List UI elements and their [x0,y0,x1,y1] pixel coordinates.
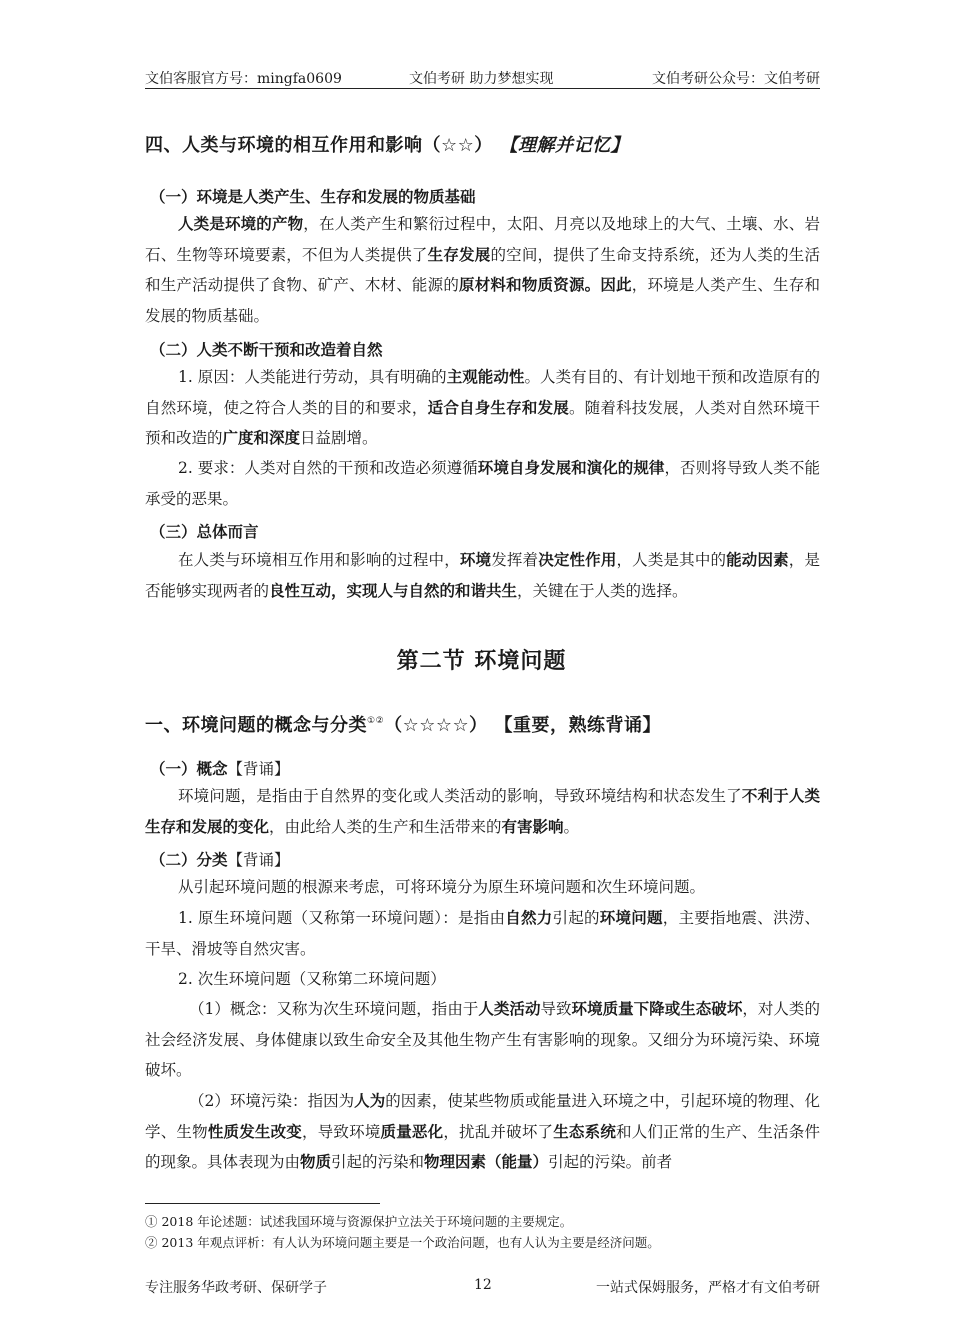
footnote-2: ② 2013 年观点评析：有人认为环境问题主要是一个政治问题，也有人认为主要是经济问题。 [145,1235,660,1250]
text-run: 和人们正常的生产、生活条件的现象。具体表现为由 [145,1122,820,1171]
bold-text: 生存发展 [427,245,491,264]
chapter-title: 第二节 环境问题 [396,649,567,674]
section1-title [145,711,661,737]
section1-title-text: 一、环境问题的概念与分类 [145,715,367,736]
bold-text: 物理因素（能量） [424,1153,549,1171]
text-run: 2. 要求：人类对自然的干预和改造必须遵循 [178,459,478,477]
section4-sub2-title: （二）人类不断干预和改造着自然 [150,341,383,359]
text-run: 的空间，提供了生命支持系统，还为人类的生活和生产活动提供了食物、矿产、木材、能源的 [145,245,820,294]
section4-title [145,131,629,157]
section1-stars: （☆☆☆☆） [384,715,488,736]
text-run: 引起的污染。前者 [548,1153,673,1171]
bold-text: 物质 [300,1153,332,1171]
section1-sub1-title [150,757,290,779]
bold-text: 环境 [459,551,492,569]
bold-text: 良性互动，实现人与自然的和谐共生 [269,581,518,600]
bold-text: 质量恶化 [380,1122,444,1141]
bold-text: 人为 [354,1092,386,1110]
text-run: 的因素，使某些物质或能量进入环境之中，引起环境的物理、化学、生物 [145,1092,820,1141]
section1-sub2-note: 【背诵】 [227,851,290,869]
text-run: ，主要指地震、洪涝、干旱、滑坡等自然灾害。 [145,909,820,958]
text-run: ，是否能够实现两者的 [145,551,820,600]
footnote-1: ① 2018 年论述题：试述我国环境与资源保护立法关于环境问题的主要规定。 [145,1214,573,1229]
text-run: 在人类与环境相互作用和影响的过程中， [178,551,460,569]
text-run: 。 [563,817,580,836]
section1-tag: 【重要，熟练背诵】 [494,715,661,736]
text-run: ，扰乱并破坏了 [443,1122,554,1141]
section1-sub1-note: 【背诵】 [227,760,290,778]
bold-text: 广度和深度 [222,429,301,447]
bold-text: 人类是环境的产物 [178,215,304,233]
footnote-divider [145,1203,380,1204]
bold-text: 性质发生改变 [207,1122,303,1141]
bold-text: 生态系统 [553,1122,617,1141]
text-run: 。随着科技发展，人类对自然环境干预和改造的 [145,398,820,447]
section1-sub2-concept [145,994,820,1086]
section1-sub2-secondary: 2. 次生环境问题（又称第二环境问题） [178,970,446,988]
footer-right: 一站式保姆服务，严格才有文伯考研 [596,1280,820,1296]
text-run: ，导致环境 [302,1122,381,1141]
bold-text: 人类活动 [478,1000,541,1018]
text-run: 。人类有目的、有计划地干预和改造原有的自然环境，使之符合人类的目的和要求， [145,368,820,417]
text-run: 发挥着 [491,551,539,569]
bold-text: 能动因素 [726,551,789,569]
section1-sub2-primary [145,903,820,964]
text-run: （1）概念：又称为次生环境问题，指由于 [189,1000,479,1018]
section4-sub2-requirement [145,453,820,514]
bold-text: 自然力 [505,909,553,927]
section1-sub2-pollution [145,1086,820,1178]
text-run: 日益剧增。 [300,429,378,447]
section1-sub1-title-text: （一）概念 [150,760,228,778]
bold-text: 原材料和物质资源。因此 [459,276,632,294]
section1-sub1-paragraph [145,781,820,842]
header-center: 文伯考研 助力梦想实现 [409,71,554,87]
text-run: 导致 [540,1000,572,1018]
text-run: ，在人类产生和繁衍过程中，太阳、月亮以及地球上的大气、土壤、水、岩石、生物等环境要素，不但为人类提供了 [145,215,820,264]
section4-sub2-reason [145,362,820,454]
bold-text: 环境质量下降或生态破坏 [571,1000,743,1018]
footer-left: 专注服务华政考研、保研学子 [145,1280,327,1296]
bold-text: 主观能动性 [446,368,525,386]
section1-sub2-intro: 从引起环境问题的根源来考虑，可将环境分为原生环境问题和次生环境问题。 [178,878,706,896]
text-run: ，否则将导致人类不能承受的恶果。 [145,459,820,508]
text-run: ，环境是人类产生、生存和发展的物质基础。 [145,276,820,325]
text-run: 引起的 [552,909,600,927]
section4-title-text: 四、人类与环境的相互作用和影响（☆☆） [145,135,493,156]
section4-tag: 【理解并记忆】 [499,135,630,156]
text-run: ，对人类的社会经济发展、身体健康以致生命安全及其他生物产生有害影响的现象。又细分为环境污染、环境破坏。 [145,1000,820,1079]
header-right: 文伯考研公众号：文伯考研 [652,71,820,87]
section4-sub3-paragraph [145,545,820,606]
text-run: 引起的污染和 [331,1153,425,1171]
bold-text: 环境自身发展和演化的规律 [477,459,665,477]
bold-text: 有害影响 [501,817,564,836]
text-run: （2）环境污染：指因为 [189,1092,355,1110]
section1-sub2-title [150,848,290,870]
footnote-refs: ①② [367,716,385,726]
bold-text: 环境问题 [599,909,663,927]
text-run: 环境问题，是指由于自然界的变化或人类活动的影响，导致环境结构和状态发生了 [178,787,742,805]
text-run: ，由此给人类的生产和生活带来的 [269,817,502,836]
section4-sub1-title: （一）环境是人类产生、生存和发展的物质基础 [150,188,476,206]
text-run: ，人类是其中的 [616,551,727,569]
bold-text: 不利于人类生存和发展的变化 [145,787,820,836]
section4-sub1-paragraph [145,209,820,331]
text-run: ，关键在于人类的选择。 [517,581,688,600]
section4-sub3-title: （三）总体而言 [150,523,259,541]
text-run: 1. 原生环境问题（又称第一环境问题）：是指由 [178,909,506,927]
bold-text: 适合自身生存和发展 [427,398,569,417]
header-left: 文伯客服官方号：mingfa0609 [145,71,342,87]
page-number: 12 [474,1277,492,1293]
bold-text: 决定性作用 [538,551,617,569]
page-header [145,66,820,89]
text-run: 1. 原因：人类能进行劳动，具有明确的 [178,368,447,386]
section1-sub2-title-text: （二）分类 [150,851,228,869]
